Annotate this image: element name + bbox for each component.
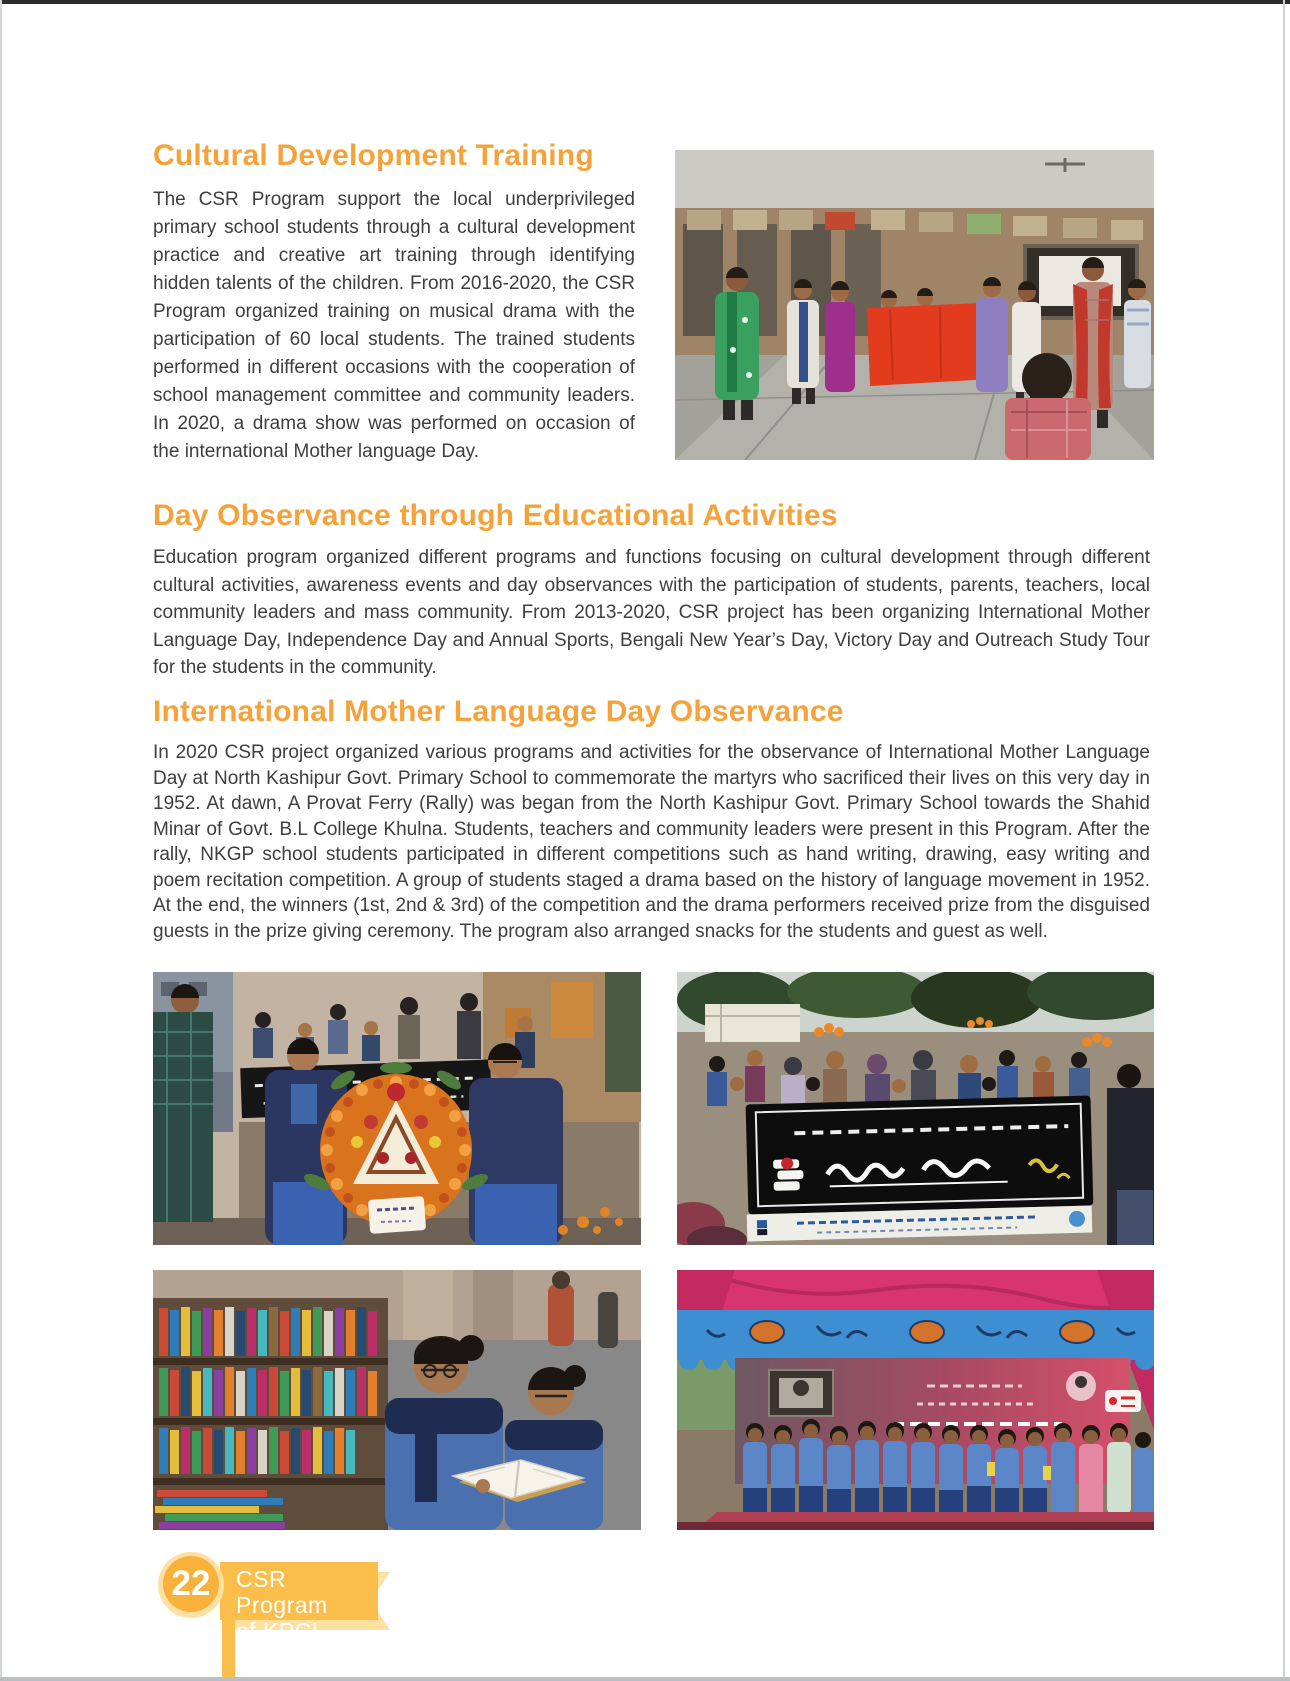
- heading-cultural-development-training: Cultural Development Training: [153, 139, 594, 172]
- photo-classroom-drama: [675, 150, 1154, 460]
- page-bottom-edge: [0, 1677, 1290, 1681]
- paragraph-cultural-development: The CSR Program support the local underprivileged primary school students through a cultural development practice and creative art training through identifying hidden talents of the children. From 2016-2020, the CSR Program organized training on musical drama with the participation of 60 local students. The trained students performed in different occasions with the cooperation of school management committee and community leaders. In 2020, a drama show was performed on occasion of the international Mother language Day.: [153, 189, 635, 462]
- heading-imld-observance: International Mother Language Day Observance: [153, 695, 844, 728]
- heading-day-observance: Day Observance through Educational Activities: [153, 499, 838, 532]
- page-top-edge: [0, 0, 1290, 4]
- book-fair-illustration: [153, 1270, 641, 1530]
- page-right-edge: [1283, 0, 1285, 1681]
- stage-illustration: [677, 1270, 1154, 1530]
- footer-line1: CSR Program: [236, 1566, 328, 1618]
- rally-illustration: [677, 972, 1154, 1245]
- footer-vertical-stripe: [222, 1618, 235, 1681]
- footer-ribbon: [220, 1562, 378, 1670]
- page-number-badge: 22: [163, 1556, 219, 1612]
- photo-book-fair-reading: [153, 1270, 641, 1530]
- footer-line2: of KPCL–2020: [236, 1618, 339, 1670]
- wreath-illustration: [153, 972, 641, 1245]
- page-left-edge: [0, 0, 2, 1681]
- photo-provat-ferry-rally: [677, 972, 1154, 1245]
- classroom-drama-illustration: [675, 150, 1154, 460]
- paragraph-imld-observance: In 2020 CSR project organized various programs and activities for the observance of International Mother Language Day at North Kashipur Govt. Primary School to commemorate the martyrs who sacrificed their lives on this very day in 1952. At dawn, A Provat Ferry (Rally) was began from the North Kashipur Govt. Primary School towards the Shahid Minar of Govt. B.L College Khulna. Students, teachers and community leaders were present in this Program. After the rally, NKGP school students participated in different competitions such as hand writing, drawing, easy writing and poem recitation competition. A group of students staged a drama based on the history of language movement in 1952. At the end, the winners (1st, 2nd & 3rd) of the competition and the drama performers received prize from the disguised guests in the prize giving ceremony. The program also arranged snacks for the students and guest as well.: [153, 742, 1150, 942]
- photo-wreath-tribute: [153, 972, 641, 1245]
- paragraph-day-observance: Education program organized different programs and functions focusing on cultural development through different cultural activities, awareness events and day observances with the participation of students, parents, teachers, local community leaders and mass community. From 2013-2020, CSR project has been organizing International Mother Language Day, Independence Day and Annual Sports, Bengali New Year’s Day, Victory Day and Outreach Study Tour for the students in the community.: [153, 547, 1150, 678]
- photo-stage-program: [677, 1270, 1154, 1530]
